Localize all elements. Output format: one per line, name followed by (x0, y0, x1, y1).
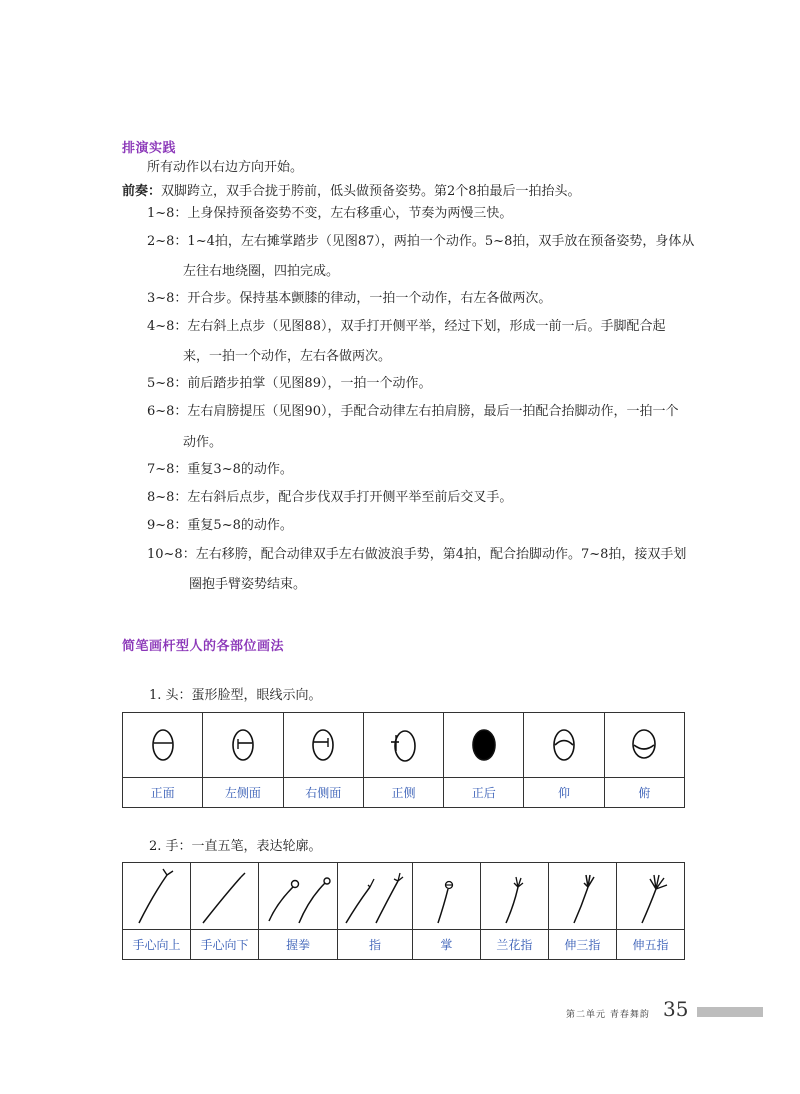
hand-palm-down-cell (191, 863, 259, 930)
head-drawing-table (122, 712, 685, 808)
hand-palm-down-icon (195, 865, 255, 927)
step-9: 9~8：重复5~8的动作。 (147, 518, 293, 533)
head-label: 仰 (524, 778, 604, 808)
hand-three-fingers-cell (548, 863, 616, 930)
head-label: 右侧面 (283, 778, 363, 808)
head-label-row (123, 778, 685, 808)
hand-label: 握拳 (259, 930, 338, 960)
prelude-paragraph (122, 184, 581, 200)
head-profile-icon (383, 723, 423, 767)
head-image-row (123, 713, 685, 778)
head-caption: 1. 头：蛋形脸型，眼线示向。 (149, 688, 322, 703)
section-title-stick-figure: 简笔画杆型人的各部位画法 (122, 639, 285, 654)
hand-orchid-icon (484, 865, 544, 927)
head-down-cell (604, 713, 684, 778)
head-up-cell (524, 713, 604, 778)
prelude-label: 前奏： (122, 184, 162, 199)
head-label: 俯 (604, 778, 684, 808)
step-6: 6~8：左右肩膀提压（见图90），手配合动律左右拍肩膀，最后一拍配合抬脚动作，一拍一个 (147, 404, 679, 419)
head-label: 正后 (444, 778, 524, 808)
step-2: 2~8：1~4拍，左右摊掌踏步（见图87），两拍一个动作。5~8拍，双手放在预备姿势，身体从 (147, 234, 695, 249)
hand-label: 伸三指 (548, 930, 616, 960)
head-label: 左侧面 (203, 778, 283, 808)
step-10: 10~8：左右移胯，配合动律双手左右做波浪手势，第4拍，配合抬脚动作。7~8拍，接双手划 (147, 547, 687, 562)
step-3: 3~8：开合步。保持基本颤膝的律动，一拍一个动作，右左各做两次。 (147, 291, 552, 306)
head-back-icon (464, 723, 504, 767)
page-number: 35 (663, 997, 689, 1021)
hand-palm-up-icon (127, 865, 187, 927)
step-4-continued: 来，一拍一个动作，左右各做两次。 (183, 349, 392, 364)
hand-label: 掌 (412, 930, 480, 960)
head-label: 正面 (123, 778, 203, 808)
hand-three-fingers-icon (552, 865, 612, 927)
hand-image-row (123, 863, 685, 930)
footer-unit-title: 第二单元 青春舞韵 (566, 1010, 650, 1020)
step-1: 1~8：上身保持预备姿势不变，左右移重心，节奏为两慢三快。 (147, 206, 513, 221)
hand-label: 手心向上 (123, 930, 191, 960)
hand-point-cell (338, 863, 413, 930)
hand-caption: 2. 手：一直五笔，表达轮廓。 (149, 839, 322, 854)
head-back-cell (444, 713, 524, 778)
step-7: 7~8：重复3~8的动作。 (147, 462, 293, 477)
step-4: 4~8：左右斜上点步（见图88），双手打开侧平举，经过下划，形成一前一后。手脚配合起 (147, 319, 666, 334)
hand-fist-cell (259, 863, 338, 930)
hand-point-icon (342, 865, 408, 927)
step-2-continued: 左往右地绕圈，四拍完成。 (183, 264, 340, 279)
step-6-continued: 动作。 (183, 435, 223, 450)
hand-label: 指 (338, 930, 413, 960)
head-down-icon (624, 723, 664, 767)
head-front-cell (123, 713, 203, 778)
head-up-icon (544, 723, 584, 767)
footer-bar (697, 1007, 763, 1017)
hand-fist-icon (263, 865, 333, 927)
hand-label-row (123, 930, 685, 960)
head-profile-cell (363, 713, 443, 778)
hand-palm-icon (416, 865, 476, 927)
hand-orchid-cell (480, 863, 548, 930)
hand-drawing-table (122, 862, 685, 960)
step-5: 5~8：前后踏步拍掌（见图89），一拍一个动作。 (147, 376, 432, 391)
hand-label: 手心向下 (191, 930, 259, 960)
hand-five-fingers-cell (616, 863, 684, 930)
head-right-side-cell (283, 713, 363, 778)
step-10-continued: 圈抱手臂姿势结束。 (189, 577, 307, 592)
intro-text: 所有动作以右边方向开始。 (147, 160, 304, 175)
head-label: 正侧 (363, 778, 443, 808)
prelude-text: 双脚跨立，双手合拢于胯前，低头做预备姿势。第2个8拍最后一拍抬头。 (161, 184, 581, 199)
hand-five-fingers-icon (620, 865, 680, 927)
section-title-rehearsal: 排演实践 (122, 141, 177, 156)
hand-label: 伸五指 (616, 930, 684, 960)
step-8: 8~8：左右斜后点步，配合步伐双手打开侧平举至前后交叉手。 (147, 490, 513, 505)
hand-palm-up-cell (123, 863, 191, 930)
head-left-side-cell (203, 713, 283, 778)
hand-palm-cell (412, 863, 480, 930)
head-front-icon (143, 723, 183, 767)
head-left-side-icon (223, 723, 263, 767)
hand-label: 兰花指 (480, 930, 548, 960)
head-right-side-icon (303, 723, 343, 767)
